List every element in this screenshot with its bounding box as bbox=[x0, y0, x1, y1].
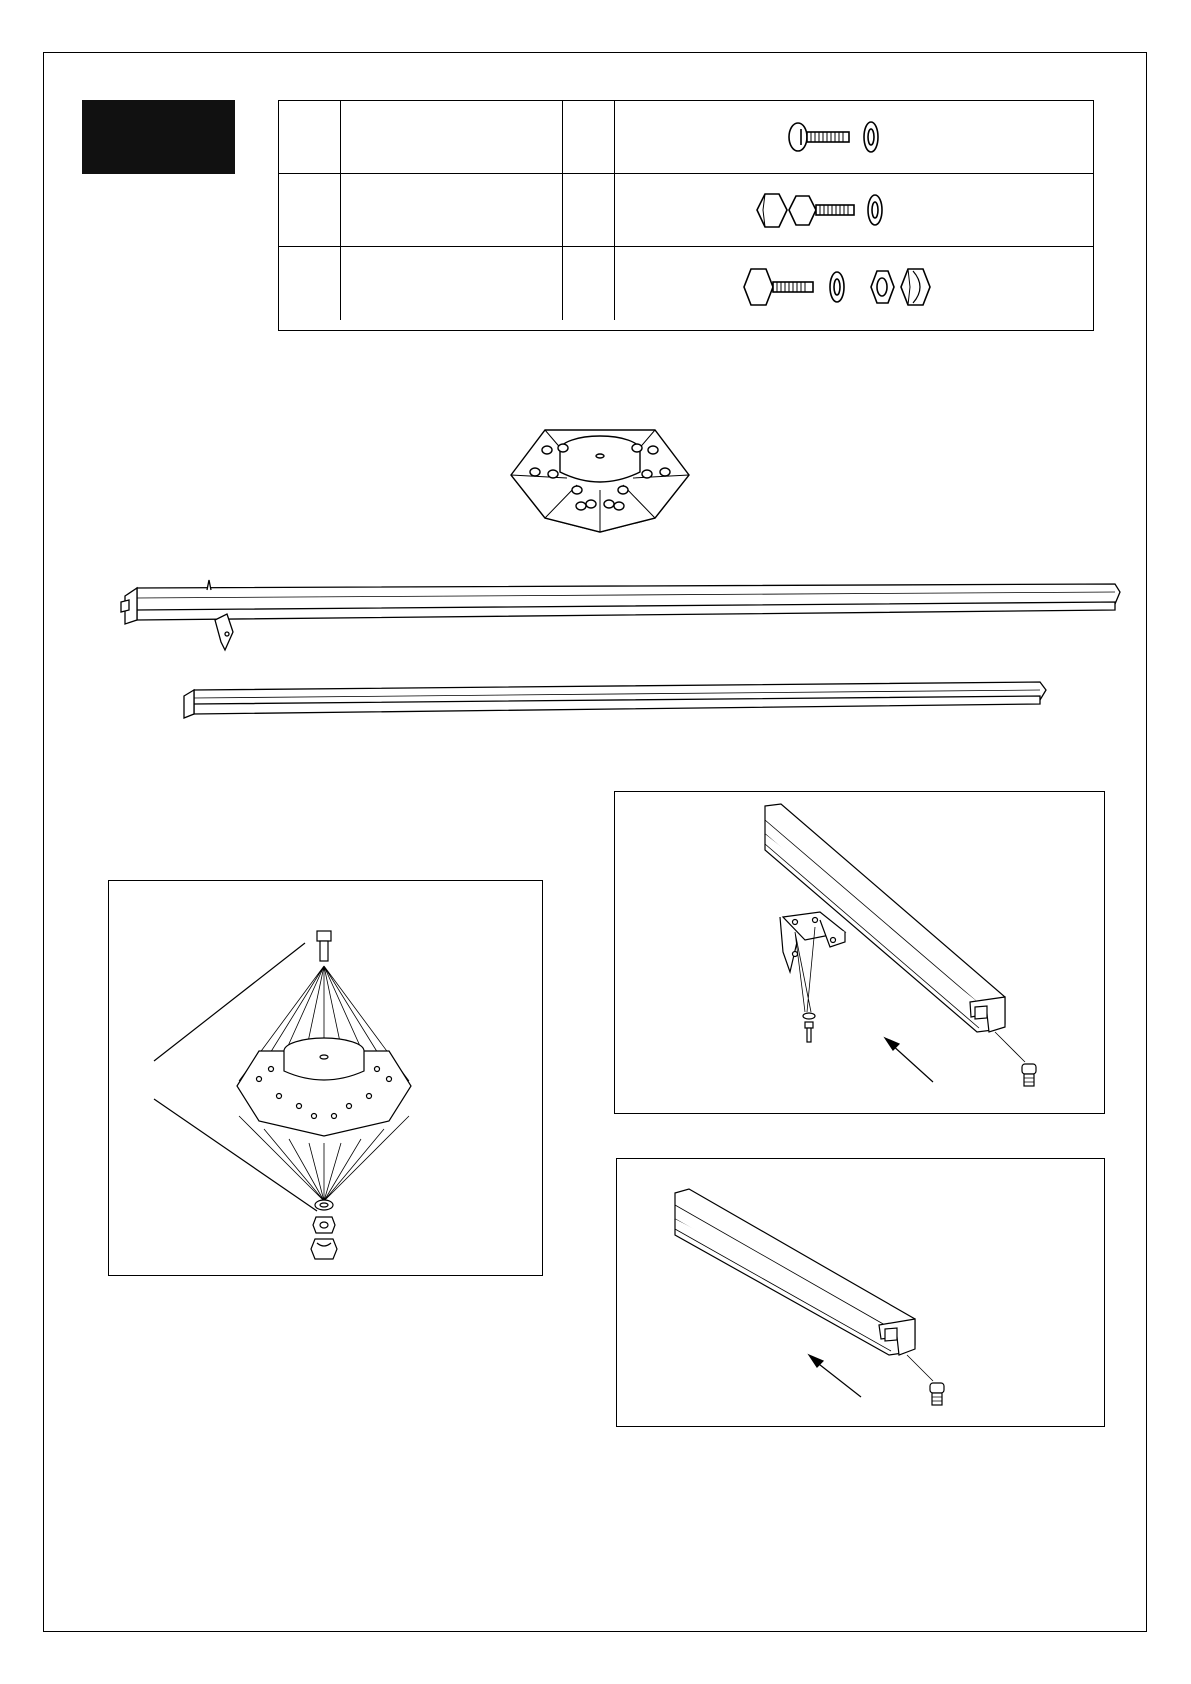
short-rail-icon bbox=[180, 680, 1060, 730]
octagonal-hub-icon bbox=[505, 410, 695, 540]
part-quantity bbox=[563, 101, 615, 173]
rail-end-cap-detail-box bbox=[616, 1158, 1105, 1427]
rail-bracket-assembly-detail-icon bbox=[615, 792, 1106, 1115]
rail-bracket-assembly-detail-box bbox=[614, 791, 1105, 1114]
part-description bbox=[341, 174, 563, 246]
hex-nut-bolt-washer-icon bbox=[615, 174, 1093, 247]
round-head-bolt-with-washer-icon bbox=[615, 101, 1093, 174]
part-ref bbox=[279, 174, 341, 246]
part-quantity bbox=[563, 247, 615, 320]
hex-bolt-washer-nut-capnut-icon bbox=[615, 247, 1093, 327]
hardware-row bbox=[279, 174, 1093, 247]
part-description bbox=[341, 247, 563, 320]
step-number-block bbox=[82, 100, 235, 174]
rail-end-cap-detail-icon bbox=[617, 1159, 1106, 1428]
part-illustration bbox=[615, 247, 1093, 320]
part-ref bbox=[279, 101, 341, 173]
hub-assembly-detail-icon bbox=[109, 881, 544, 1277]
part-ref bbox=[279, 247, 341, 320]
part-quantity bbox=[563, 174, 615, 246]
part-illustration bbox=[615, 174, 1093, 246]
part-description bbox=[341, 101, 563, 173]
part-illustration bbox=[615, 101, 1093, 173]
hardware-table bbox=[278, 100, 1094, 331]
hardware-row bbox=[279, 101, 1093, 174]
long-rail-with-bracket-icon bbox=[115, 580, 1125, 655]
hub-assembly-detail-box bbox=[108, 880, 543, 1276]
hardware-row bbox=[279, 247, 1093, 320]
